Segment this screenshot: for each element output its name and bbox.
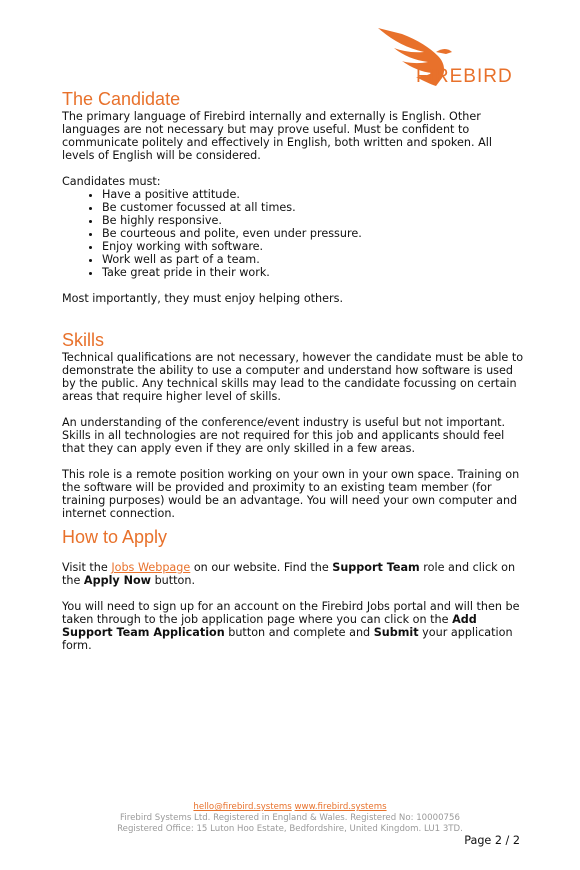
- website-link[interactable]: www.firebird.systems: [294, 802, 387, 812]
- apply-text: on our website. Find the: [190, 561, 333, 574]
- page-number: Page 2 / 2: [464, 834, 520, 847]
- add-support-team-application-text: Add Support Team Application: [62, 613, 477, 639]
- list-item: • Enjoy working with software.: [102, 240, 524, 253]
- jobs-webpage-link[interactable]: Jobs Webpage: [111, 561, 191, 574]
- candidate-heading: The Candidate: [62, 89, 181, 109]
- skills-paragraph-2: An understanding of the conference/event industry is useful but not important. Skills in all technologies are not required for this job and applicants should feel that they can apply even if they are only skilled in a few areas.: [62, 416, 506, 455]
- apply-now-text: Apply Now: [83, 574, 152, 587]
- apply-text: role and click on the: [62, 561, 516, 587]
- page-footer: [0, 802, 580, 835]
- skills-paragraph-1: Technical qualifications are not necessary, however the candidate must be able to demonstrate the ability to use a computer and understand how software is used by the public. Any technical skills may lead to the candidate focussing on certain areas that require higher level of skills.: [62, 351, 524, 403]
- submit-text: Submit: [373, 626, 419, 639]
- apply-text: Visit the: [62, 561, 112, 574]
- list-item: • Be customer focussed at all times.: [102, 201, 524, 214]
- email-link[interactable]: hello@firebird.systems: [193, 802, 292, 812]
- skills-heading: Skills: [62, 330, 105, 350]
- registered-office-text: Registered Office: 15 Luton Hoo Estate, Bedfordshire, United Kingdom. LU1 3TD.: [117, 824, 463, 834]
- apply-text: You will need to sign up for an account on the Firebird Jobs portal and will then be taken through to the job application page where you can click on the: [62, 600, 520, 626]
- candidate-closing: Most importantly, they must enjoy helping others.: [62, 292, 344, 305]
- list-item: • Be courteous and polite, even under pressure.: [102, 227, 524, 240]
- apply-paragraph-1: [62, 561, 524, 587]
- list-item: • Take great pride in their work.: [102, 266, 524, 279]
- brand-name: FIREBIRD: [416, 66, 513, 87]
- list-item: • Have a positive attitude.: [102, 188, 524, 201]
- apply-paragraph-2: [62, 600, 524, 652]
- skills-paragraph-3: This role is a remote position working on your own in your own space. Training on the software will be provided and proximity to an existing team member (for training purposes) would be an advantage. You will need your own computer and internet connection.: [62, 468, 520, 520]
- apply-text: button and complete and: [224, 626, 374, 639]
- candidate-requirements-list: [62, 188, 524, 279]
- footer-links: [0, 802, 580, 813]
- apply-text: your application form.: [62, 626, 513, 652]
- candidates-must-label: Candidates must:: [62, 175, 161, 188]
- support-team-text: Support Team: [332, 561, 420, 574]
- how-to-apply-heading: How to Apply: [62, 527, 168, 547]
- apply-text: button.: [151, 574, 196, 587]
- candidate-intro: The primary language of Firebird internally and externally is English. Other languages are not necessary but may prove useful. Must be confident to communicate politely and effectively in English, both written and spoken. All levels of English will be considered.: [62, 110, 492, 162]
- list-item: • Work well as part of a team.: [102, 253, 524, 266]
- document-body: [62, 88, 524, 652]
- list-item: • Be highly responsive.: [102, 214, 524, 227]
- registration-text: Firebird Systems Ltd. Registered in England & Wales. Registered No: 10000756: [120, 813, 460, 823]
